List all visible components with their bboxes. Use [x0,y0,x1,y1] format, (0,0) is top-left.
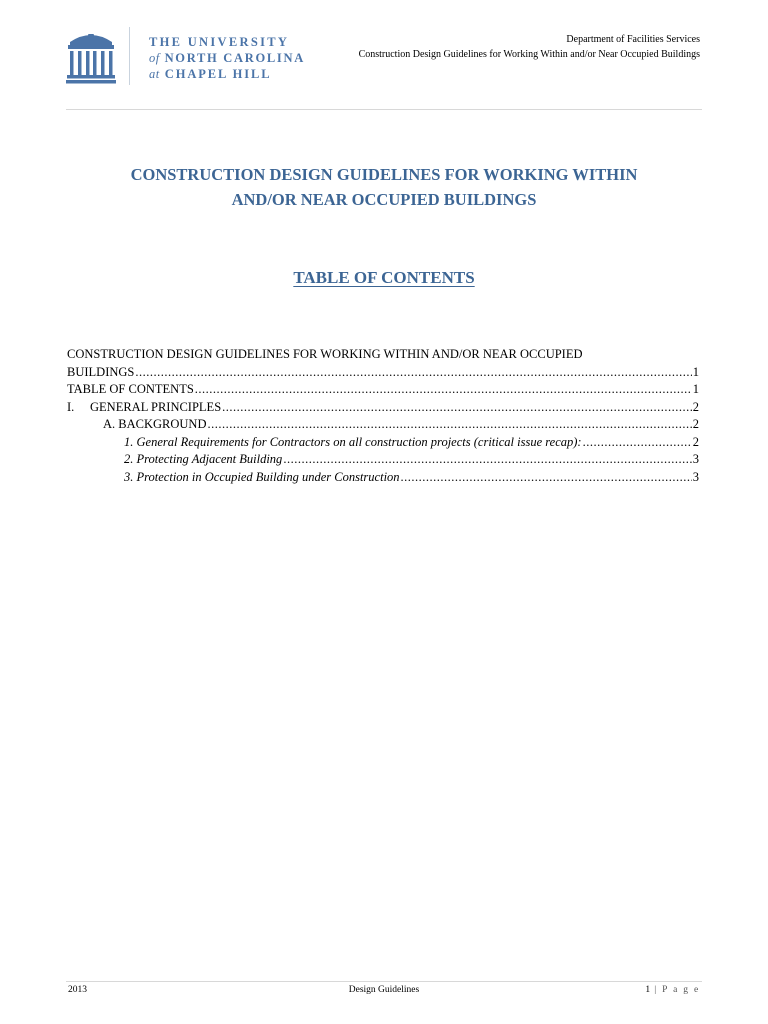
toc-leader-dots [195,381,692,399]
toc-entry-number: 1. [124,434,134,449]
toc-entry-label: BUILDINGS [67,364,135,379]
toc-entry-number: 2. [124,452,134,466]
toc-entry-label [124,469,400,487]
toc-page-number: 2 [692,417,699,431]
footer-page-label: | P a g e [654,985,700,995]
toc-entry[interactable] [67,434,699,452]
wordmark-line-3 [149,66,305,82]
wordmark-of: of [149,51,160,65]
footer-page-number: 1 [645,985,651,995]
document-title [60,162,708,212]
footer-year: 2013 [68,985,87,995]
toc-page-number: 3 [692,469,699,484]
toc-leader-dots [401,469,692,487]
university-wordmark [149,34,305,82]
toc-entry-label: TABLE OF CONTENTS [67,382,194,396]
toc-entry[interactable] [67,416,699,434]
toc-entry-text: Protection in Occupied Building under Construction [136,469,400,484]
page-header [0,0,768,110]
toc-entry[interactable] [67,399,699,417]
logo-divider [129,27,130,85]
toc-leader-dots [135,364,691,382]
toc-entry-number: I. [67,399,75,414]
toc-entry-label [124,451,282,469]
wordmark-line-2 [149,50,305,66]
toc-entry-line: CONSTRUCTION DESIGN GUIDELINES FOR WORKING WITHIN AND/OR NEAR OCCUPIED [67,347,583,361]
header-info [359,32,700,62]
toc-entry-text: GENERAL PRINCIPLES [90,399,222,414]
document-title-line-2: AND/OR NEAR OCCUPIED BUILDINGS [231,190,537,209]
footer-rule [66,981,702,982]
table-of-contents [67,346,699,486]
wordmark-line-1: THE UNIVERSITY [149,35,290,49]
toc-heading: TABLE OF CONTENTS [293,268,475,287]
toc-entry[interactable] [67,469,699,487]
toc-leader-dots [583,434,692,452]
toc-page-number: 3 [692,452,699,466]
header-subtitle: Construction Design Guidelines for Working Within and/or Near Occupied Buildings [358,49,700,60]
wordmark-at: at [149,67,160,81]
toc-entry-label [124,434,582,452]
toc-leader-dots [283,451,691,469]
toc-page-number: 1 [692,364,699,379]
toc-page-number: 2 [692,399,699,414]
toc-entry-text: Protecting Adjacent Building [136,452,283,466]
toc-entry-text: General Requirements for Contractors on all construction projects (critical issue recap): [136,434,582,449]
wordmark-chapel-hill: CHAPEL HILL [164,67,272,81]
toc-page-number: 2 [692,434,699,449]
old-well-logo-icon [66,30,116,84]
toc-entry-label [67,399,221,417]
page-footer [68,985,700,999]
toc-entry-number: 3. [124,469,134,484]
footer-page [645,985,700,995]
toc-entry[interactable] [67,364,699,382]
department-name: Department of Facilities Services [566,34,700,45]
toc-leader-dots [222,399,692,417]
footer-title: Design Guidelines [348,985,420,995]
toc-entry[interactable] [67,381,699,399]
toc-leader-dots [207,416,691,434]
toc-entry-label: A. BACKGROUND [103,417,207,431]
toc-page-number: 1 [692,382,699,396]
toc-entry[interactable] [67,451,699,469]
document-title-line-1: CONSTRUCTION DESIGN GUIDELINES FOR WORKING WITHIN [130,165,638,184]
wordmark-north-carolina: NORTH CAROLINA [164,51,305,65]
header-rule [66,109,702,110]
